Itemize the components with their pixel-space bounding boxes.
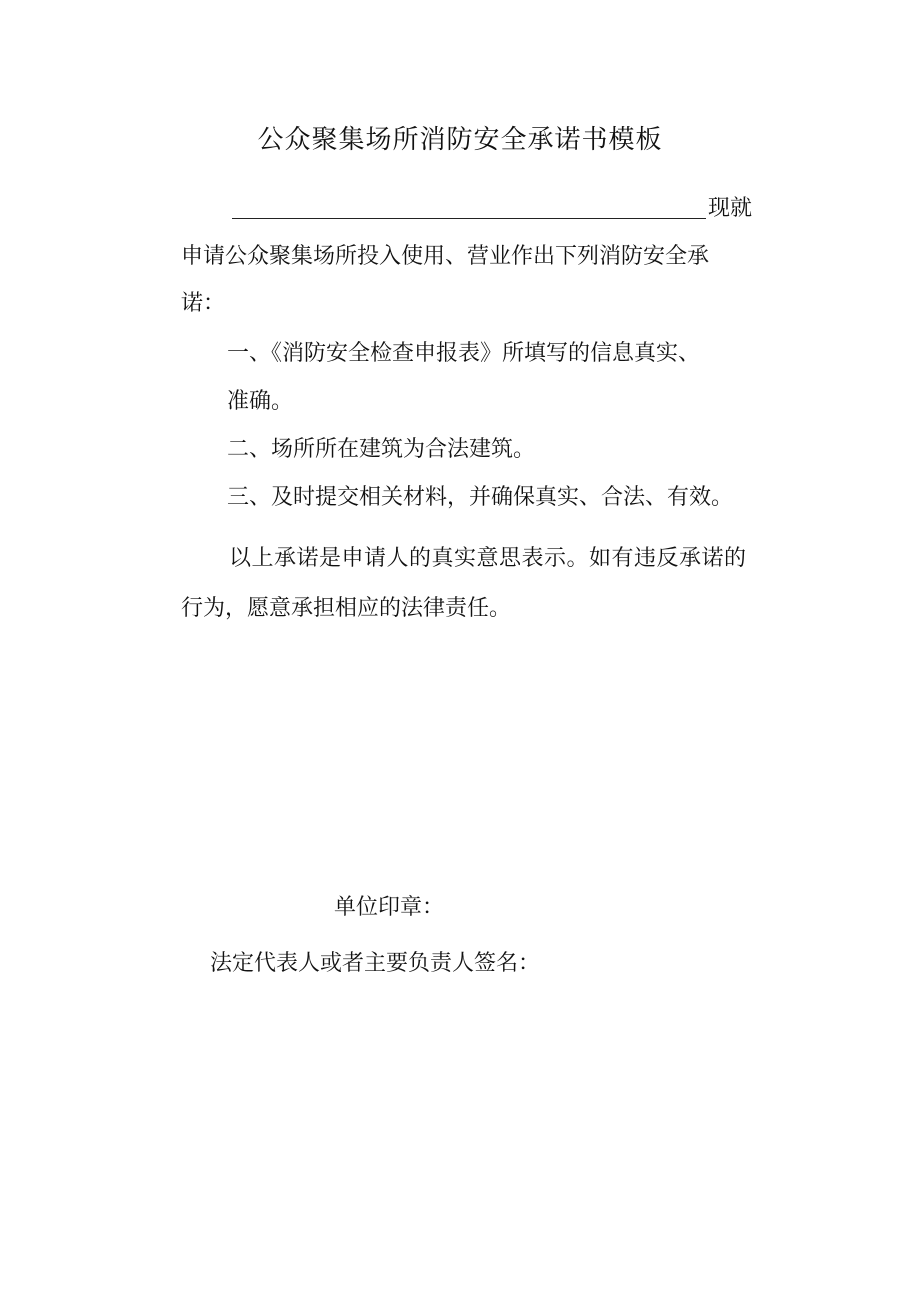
commitment-item-2: 二、场所所在建筑为合法建筑。 (227, 437, 536, 462)
representative-signature-label: 法定代表人或者主要负责人签名： (210, 951, 541, 976)
unit-seal-label: 单位印章： (334, 895, 445, 920)
intro-line-3: 诺： (181, 291, 226, 316)
commitment-item-1: 一、《消防安全检查申报表》所填写的信息真实、 (227, 341, 701, 366)
closing-statement-line-2: 行为，愿意承担相应的法律责任。 (181, 596, 512, 621)
document-title: 公众聚集场所消防安全承诺书模板 (257, 125, 663, 155)
intro-suffix: 现就 (708, 196, 753, 221)
closing-statement-line-1: 以上承诺是申请人的真实意思表示。如有违反承诺的 (229, 546, 747, 571)
applicant-name-blank (232, 218, 706, 219)
commitment-item-3: 三、及时提交相关材料，并确保真实、合法、有效。 (227, 485, 734, 510)
commitment-item-1-continued: 准确。 (227, 389, 294, 414)
intro-line-2: 申请公众聚集场所投入使用、营业作出下列消防安全承 (181, 244, 710, 269)
